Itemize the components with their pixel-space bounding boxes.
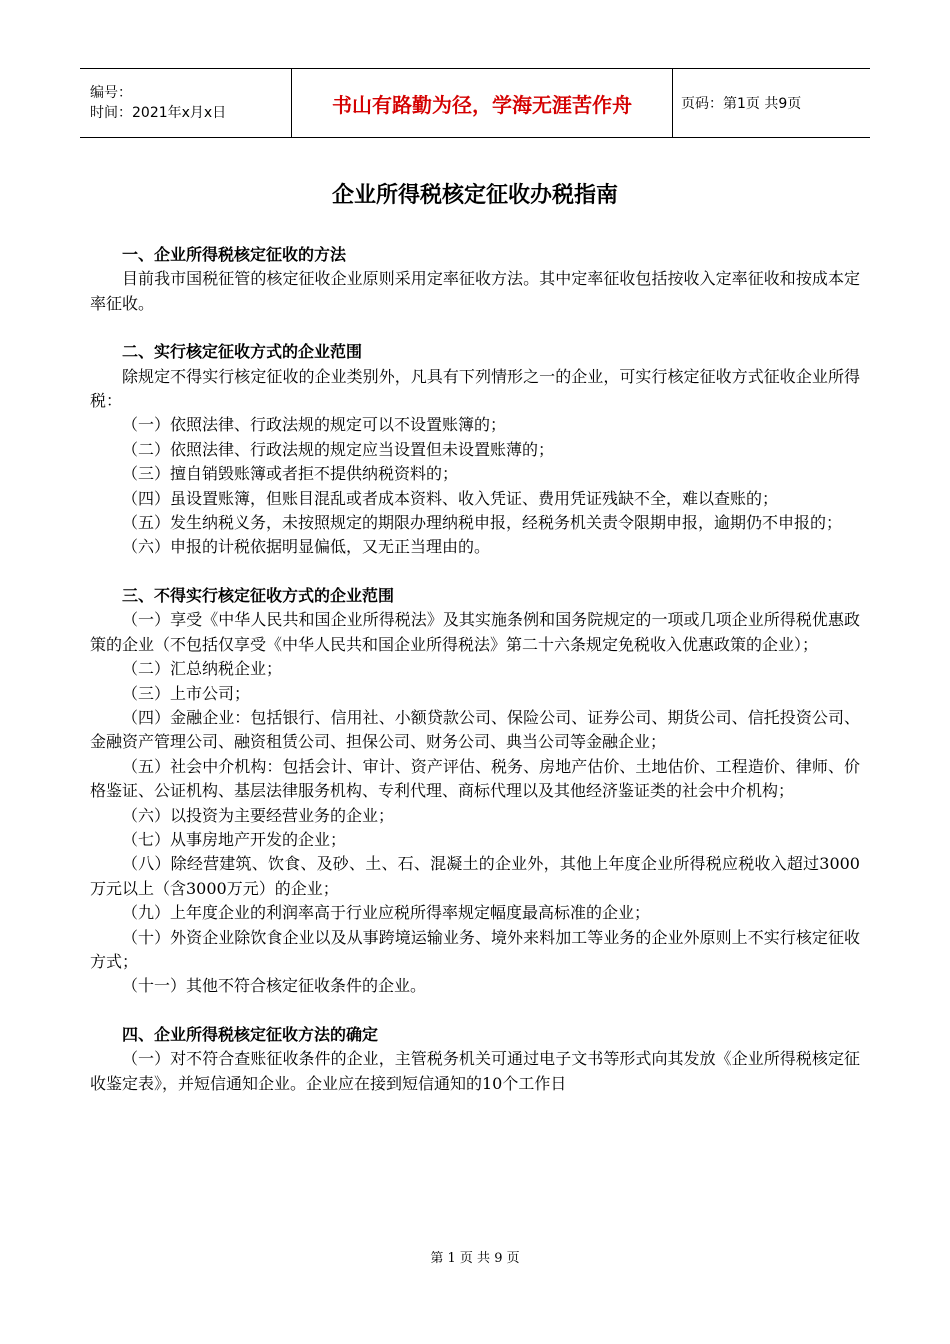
paragraph: （八）除经营建筑、饮食、及砂、土、石、混凝土的企业外，其他上年度企业所得税应税收入超过3000万元以上（含3000万元）的企业； — [90, 854, 860, 898]
paragraph: （一）对不符合查账征收条件的企业，主管税务机关可通过电子文书等形式向其发放《企业所得税核定征收鉴定表》，并短信通知企业。企业应在接到短信通知的10个工作日 — [90, 1049, 860, 1093]
document-time: 时间：2021年x月x日 — [90, 105, 227, 121]
document-header — [80, 68, 870, 138]
section — [90, 584, 860, 999]
paragraph: （三）擅自销毁账簿或者拒不提供纳税资料的； — [122, 464, 459, 484]
section-heading: 一、企业所得税核定征收的方法 — [122, 245, 347, 264]
document-title: 企业所得税核定征收办税指南 — [331, 183, 618, 208]
paragraph: 除规定不得实行核定征收的企业类别外，凡具有下列情形之一的企业，可实行核定征收方式征收企业所得税： — [90, 366, 860, 411]
section — [90, 1023, 860, 1096]
document-number-label: 编号： — [90, 85, 132, 101]
paragraph: （四）金融企业：包括银行、信用社、小额贷款公司、保险公司、证券公司、期货公司、信托投资公司、金融资产管理公司、融资租赁公司、担保公司、财务公司、典当公司等金融企业； — [90, 707, 860, 752]
section-heading: 三、不得实行核定征收方式的企业范围 — [122, 585, 395, 605]
section-spacer — [90, 316, 860, 340]
section-heading: 四、企业所得税核定征收方法的确定 — [122, 1024, 379, 1044]
paragraph: （九）上年度企业的利润率高于行业应税所得率规定幅度最高标准的企业； — [122, 903, 651, 923]
paragraph: （五）发生纳税义务，未按照规定的期限办理纳税申报，经税务机关责令限期申报，逾期仍不申报的； — [122, 513, 843, 533]
paragraph: 目前我市国税征管的核定征收企业原则采用定率征收方法。其中定率征收包括按收入定率征收和按成本定率征收。 — [90, 269, 860, 313]
paragraph: （六）申报的计税依据明显偏低，又无正当理由的。 — [122, 537, 491, 557]
paragraph: （七）从事房地产开发的企业； — [122, 829, 347, 849]
paragraph: （一）依照法律、行政法规的规定可以不设置账簿的； — [122, 415, 507, 435]
section — [90, 340, 860, 560]
section-spacer — [90, 560, 860, 584]
paragraph: （三）上市公司； — [122, 683, 251, 703]
header-page-info: 页码：第1页 共9页 — [681, 96, 802, 112]
paragraph: （二）汇总纳税企业； — [122, 659, 283, 679]
document-body — [90, 243, 860, 1096]
header-meta — [80, 69, 292, 137]
header-motto: 书山有路勤为径，学海无涯苦作舟 — [332, 92, 632, 117]
page-footer: 第 1 页 共 9 页 — [430, 1251, 520, 1266]
section — [90, 243, 860, 316]
section-heading: 二、实行核定征收方式的企业范围 — [122, 342, 363, 362]
paragraph: （一）享受《中华人民共和国企业所得税法》及其实施条例和国务院规定的一项或几项企业所得税优惠政策的企业（不包括仅享受《中华人民共和国企业所得税法》第二十六条规定免税收入优惠政策的企业）； — [90, 610, 860, 654]
paragraph: （五）社会中介机构：包括会计、审计、资产评估、税务、房地产估价、土地估价、工程造价、律师、价格鉴证、公证机构、基层法律服务机构、专利代理、商标代理以及其他经济鉴证类的社会中介机构； — [90, 756, 860, 801]
paragraph: （六）以投资为主要经营业务的企业； — [122, 805, 395, 825]
paragraph: （十一）其他不符合核定征收条件的企业。 — [122, 976, 427, 996]
paragraph: （十）外资企业除饮食企业以及从事跨境运输业务、境外来料加工等业务的企业外原则上不实行核定征收方式； — [90, 927, 860, 971]
paragraph: （二）依照法律、行政法规的规定应当设置但未设置账薄的； — [122, 439, 555, 459]
section-spacer — [90, 999, 860, 1023]
paragraph: （四）虽设置账簿，但账目混乱或者成本资料、收入凭证、费用凭证残缺不全，难以查账的； — [122, 488, 779, 508]
header-motto-cell — [292, 69, 673, 137]
